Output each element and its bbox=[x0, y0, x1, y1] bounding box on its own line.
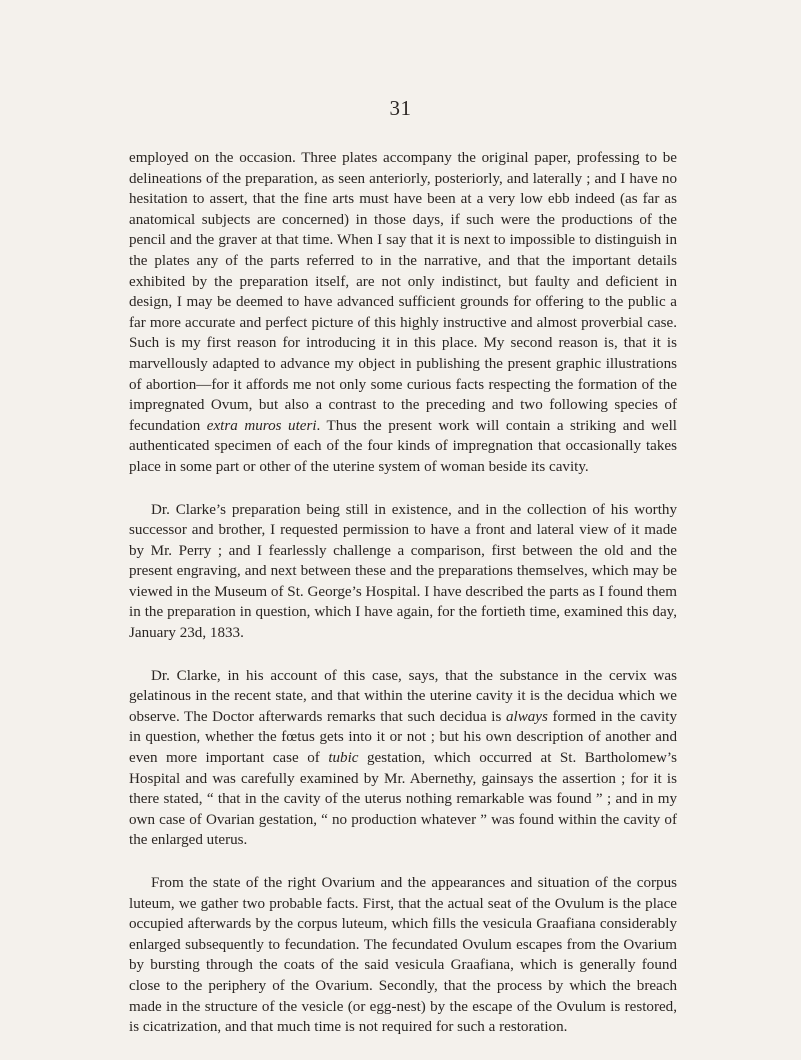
italic-text-segment: always bbox=[505, 708, 548, 725]
page-text-body bbox=[129, 148, 677, 1060]
italic-text-segment: extra muros uteri bbox=[206, 417, 317, 434]
text-segment: employed on the occasion. Three plates accompany the original paper, professing to be delineations of the preparation, as seen anteriorly, posteriorly, and laterally ; and I have no hesitation to assert, that the fine arts must have been at a very low ebb indeed (as far as anatomical subjects are concerned) in those days, if such were the productions of the pencil and the graver at that time. When I say that it is next to impossible to distinguish in the plates any of the parts referred to in the narrative, and that the important details exhibited by the preparation itself, are not only indistinct, but faulty and deficient in design, I may be deemed to have advanced sufficient grounds for offering to the public a far more accurate and perfect picture of this highly instructive and almost proverbial case. Such is my first reason for introducing it in this place. My second reason is, that it is marvellously adapted to advance my object in publishing the present graphic illustrations of abortion—for it affords me not only some curious facts respecting the formation of the impregnated Ovum, but also a contrast to the preceding and two following species of fecundation bbox=[129, 150, 677, 434]
paragraph bbox=[129, 873, 677, 1038]
italic-text-segment: tubic bbox=[328, 750, 359, 767]
paragraph bbox=[129, 148, 677, 478]
page-number: 31 bbox=[389, 96, 412, 120]
text-segment: Dr. Clarke, in his account of this case, says, that the substance in the cervix was gelatinous in the recent state, and that within the uterine cavity it is the decidua which we observe. The Doctor afterwards remarks that such decidua is bbox=[129, 667, 677, 725]
paragraph bbox=[129, 666, 677, 851]
text-segment: Dr. Clarke’s preparation being still in existence, and in the collection of his worthy successor and brother, I requested permission to have a front and lateral view of it made by Mr. Perry ; and I fearlessly challenge a comparison, first between the old and the present engraving, and next between these and the preparations themselves, which may be viewed in the Museum of St. George’s Hospital. I have described the parts as I found them in the preparation in question, which I have again, for the fortieth time, examined this day, January 23d, 1833. bbox=[129, 501, 677, 642]
text-segment: . Thus the present work will contain a striking and well authenticated specimen of each of the four kinds of impregnation that occasionally takes place in some part or other of the uterine system of woman beside its cavity. bbox=[129, 417, 677, 475]
text-segment: gestation, which occurred at St. Bartholomew’s Hospital and was carefully examined by Mr. Abernethy, gainsays the assertion ; for it is there stated, “ that in the cavity of the uterus nothing remarkable was found ” ; and in my own case of Ovarian gestation, “ no production whatever ” was found within the cavity of the enlarged uterus. bbox=[129, 750, 677, 849]
paragraph bbox=[129, 500, 677, 644]
text-segment: From the state of the right Ovarium and the appearances and situation of the corpus luteum, we gather two probable facts. First, that the actual seat of the Ovulum is the place occupied afterwards by the corpus luteum, which fills the vesicula Graafiana considerably enlarged subsequently to fecundation. The fecundated Ovulum escapes from the Ovarium by bursting through the coats of the said vesicula Graafiana, which is generally found close to the periphery of the Ovarium. Secondly, that the process by which the breach made in the structure of the vesicle (or egg-nest) by the escape of the Ovulum is restored, is cicatrization, and that much time is not required for such a restoration. bbox=[129, 875, 677, 1036]
text-segment: formed in the cavity in question, whether the fœtus gets into it or not ; but his own description of another and even more important case of bbox=[129, 708, 677, 767]
